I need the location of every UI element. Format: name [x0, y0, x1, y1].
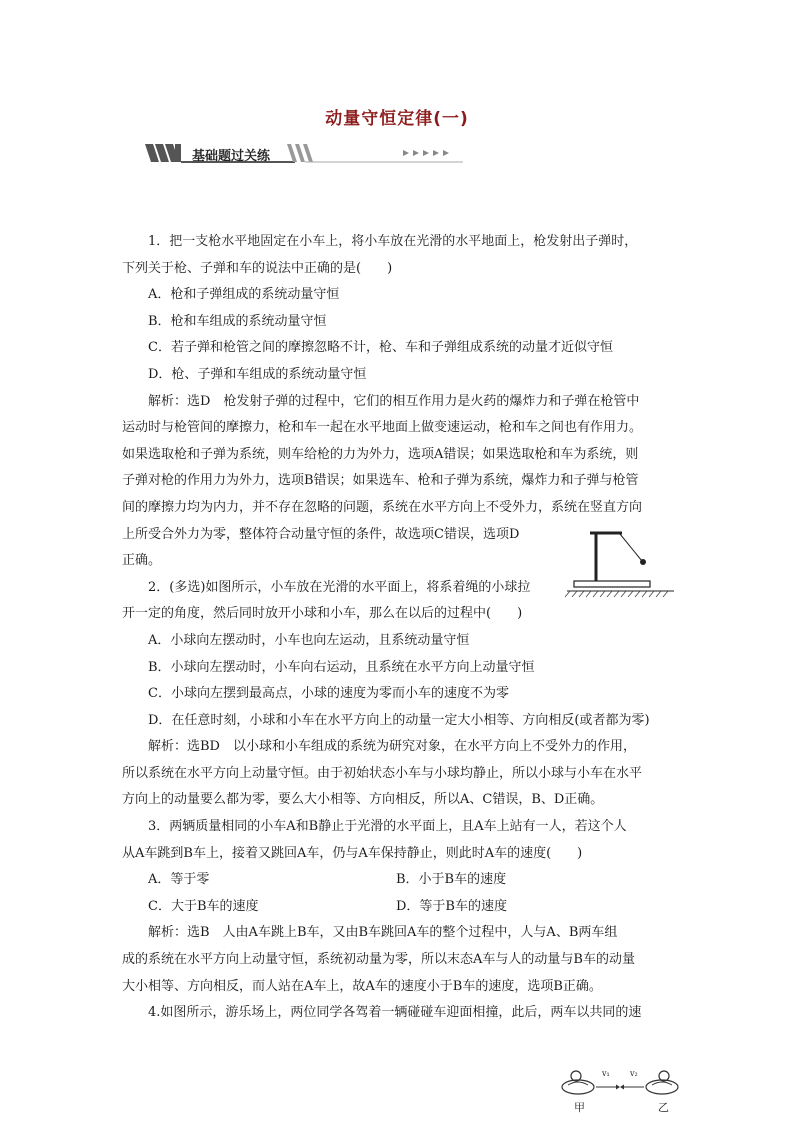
velocity-label-v1: v₁: [602, 1069, 610, 1078]
page-title: 动量守恒定律(一): [325, 109, 469, 129]
q3-option-b: B．小于B车的速度: [396, 872, 507, 888]
q1-analysis-line: 解析：选D 枪发射子弹的过程中，它们的相互作用力是火药的爆炸力和子弹在枪管中: [148, 393, 640, 409]
q2-option-b: B．小球向左摆动时，小车向右运动，且系统在水平方向上动量守恒: [148, 659, 535, 675]
q1-analysis-line: 上所受合外力为零，整体符合动量守恒的条件，故选项C错误，选项D: [122, 526, 520, 542]
q1-analysis-line: 运动时与枪管间的摩擦力，枪和车一起在水平地面上做变速运动，枪和车之间也有作用力。: [122, 420, 643, 436]
q1-stem-line2: 下列关于枪、子弹和车的说法中正确的是( ): [122, 260, 393, 276]
q3-options-row1: [122, 867, 678, 894]
q3-options-row2: [122, 894, 678, 921]
section-banner: [145, 140, 463, 166]
q3-analysis-line: 成的系统在水平方向上动量守恒，系统初动量为零，所以末态A车与人的动量与B车的动量: [122, 952, 635, 968]
q1-analysis-line: 子弹对枪的作用力为外力，选项B错误；如果选车、枪和子弹为系统，爆炸力和子弹与枪管: [122, 473, 639, 489]
q2-stem-line1: 2．(多选)如图所示，小车放在光滑的水平面上，将系着绳的小球拉: [148, 579, 531, 595]
q1-option-a: A．枪和子弹组成的系统动量守恒: [148, 287, 340, 303]
bumper-cars-icon: [560, 1065, 680, 1099]
velocity-label-v2: v₂: [630, 1069, 638, 1078]
q2-analysis-line: 解析：选BD 以小球和小车组成的系统为研究对象，在水平方向上不受外力的作用，: [148, 739, 636, 755]
q3-stem-line1: 3．两辆质量相同的小车A和B静止于光滑的水平面上，且A车上站有一人，若这个人: [148, 819, 627, 835]
q2-analysis-line: 方向上的动量要么都为零，要么大小相等、方向相反，所以A、C错误，B、D正确。: [122, 792, 604, 808]
q1-stem-line1: 1．把一支枪水平地固定在小车上，将小车放在光滑的水平地面上，枪发射出子弹时，: [148, 234, 638, 249]
questions-content: [122, 229, 678, 1027]
q3-option-d: D．等于B车的速度: [396, 898, 507, 914]
q2-analysis-line: 所以系统在水平方向上动量守恒。由于初始状态小车与小球均静止，所以小球与小车在水平: [122, 765, 643, 781]
banner-label: 基础题过关练: [192, 149, 271, 164]
bumper-cars-figure: [560, 1065, 680, 1113]
q3-analysis-line: 解析：选B 人由A车跳上B车，又由B车跳回A车的整个过程中，人与A、B两车组: [148, 925, 618, 941]
q3-option-c: C．大于B车的速度: [148, 898, 259, 914]
q2-option-d: D．在任意时刻，小球和小车在水平方向上的动量一定大小相等、方向相反(或者都为零): [148, 712, 650, 728]
q1-option-b: B．枪和车组成的系统动量守恒: [148, 313, 327, 329]
car-label-jia: 甲: [574, 1101, 585, 1114]
q1-option-c: C．若子弹和枪管之间的摩擦忽略不计，枪、车和子弹组成系统的动量才近似守恒: [148, 340, 613, 356]
q2-stem-line2: 开一定的角度，然后同时放开小球和小车，那么在以后的过程中( ): [122, 606, 523, 622]
q3-analysis-line: 大小相等、方向相反，而人站在A车上，故A车的速度小于B车的速度，选项B正确。: [122, 978, 602, 994]
q1-analysis-line: 正确。: [122, 553, 162, 569]
q3-stem-line2: 从A车跳到B车上，接着又跳回A车，仍与A车保持静止，则此时A车的速度( ): [122, 845, 583, 861]
q1-option-d: D．枪、子弹和车组成的系统动量守恒: [148, 366, 367, 382]
q2-option-a: A．小球向左摆动时，小车也向左运动，且系统动量守恒: [148, 632, 470, 648]
q4-stem-line1: 4.如图所示，游乐场上，两位同学各驾着一辆碰碰车迎面相撞，此后，两车以共同的速: [148, 1005, 642, 1021]
pendulum-cart-figure: [562, 527, 674, 603]
car-label-yi: 乙: [658, 1101, 669, 1114]
q3-option-a: A．等于零: [148, 872, 210, 888]
q1-analysis-line: 如果选取枪和子弹为系统，则车给枪的力为外力，选项A错误；如果选取枪和车为系统，则: [122, 446, 639, 462]
q2-option-c: C．小球向左摆到最高点，小球的速度为零而小车的速度不为零: [148, 686, 509, 702]
q1-analysis-line: 间的摩擦力均为内力，并不存在忽略的问题，系统在水平方向上不受外力，系统在竖直方向: [122, 499, 643, 515]
